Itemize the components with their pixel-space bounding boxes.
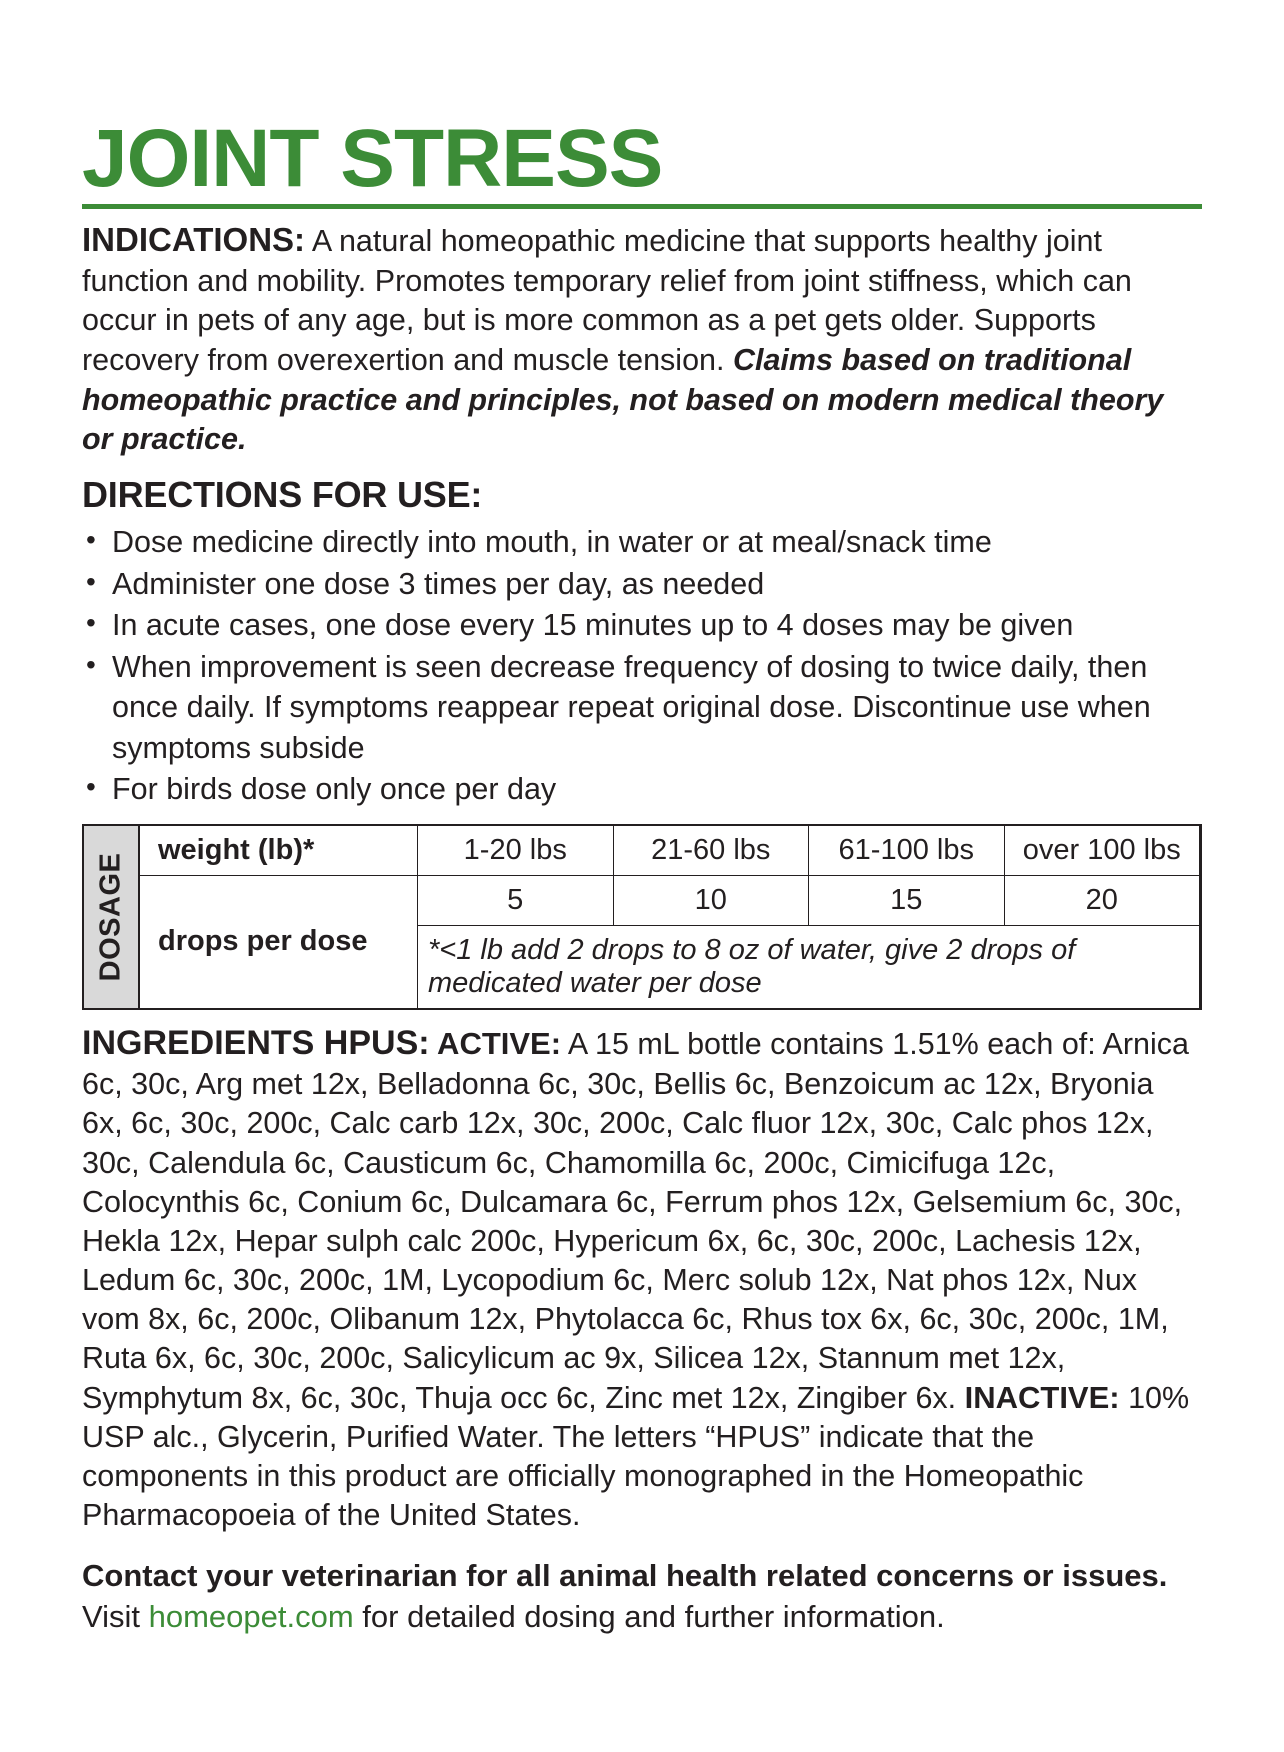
ingredients-heading: INGREDIENTS HPUS: (82, 1023, 430, 1062)
website-link[interactable]: homeopet.com (148, 1598, 354, 1634)
indications-text: A natural homeopathic medicine that supports healthy joint function and mobility. Promotes temporary relief from joint stiffness, which can occur in pets of any age, but is more common as a pet gets older. Supports recovery from overexertion and muscle tension. (82, 223, 1132, 378)
directions-list (82, 522, 1202, 810)
dosage-drops-4: 20 (1004, 875, 1200, 925)
visit-prefix: Visit (82, 1598, 149, 1634)
page-title: JOINT STRESS (82, 113, 663, 204)
list-item: • In acute cases, one dose every 15 minutes up to 4 doses may be given (82, 605, 1202, 646)
ingredients-inactive-label: INACTIVE: (964, 1379, 1120, 1415)
ingredients-inactive-text: 10% USP alc., Glycerin, Purified Water. The letters “HPUS” indicate that the components in this product are officially monographed in the Homeopathic Pharmacopoeia of the United States. (82, 1380, 1190, 1532)
ingredients-paragraph (82, 1022, 1202, 1535)
dosage-weight-4: over 100 lbs (1004, 826, 1200, 876)
directions-heading: DIRECTIONS FOR USE: (82, 473, 483, 515)
title-divider (82, 204, 1202, 209)
dosage-drops-1: 5 (418, 875, 614, 925)
ingredients-active-label: ACTIVE: (429, 1025, 562, 1061)
dosage-drops-3: 15 (809, 875, 1005, 925)
list-item: • Administer one dose 3 times per day, as needed (82, 564, 1202, 605)
dosage-drops-label: drops per dose (140, 875, 418, 1008)
visit-note (82, 1598, 1202, 1637)
indications-paragraph (82, 219, 1202, 460)
list-item: • When improvement is seen decrease frequency of dosing to twice daily, then once daily. If symptoms reappear repeat original dose. Discontinue use when symptoms subside (82, 647, 1202, 769)
dosage-footnote: *<1 lb add 2 drops to 8 oz of water, give 2 drops of medicated water per dose (418, 925, 1200, 1008)
dosage-side-label (84, 826, 140, 1008)
ingredients-active-text: A 15 mL bottle contains 1.51% each of: Arnica 6c, 30c, Arg met 12x, Belladonna 6c, 30c, Bellis 6c, Benzoicum ac 12x, Bryonia 6x, 6c, 30c, 200c, Calc carb 12x, 30c, 200c, Calc fluor 12x, 30c, Calc phos 12x, 30c, Calendula 6c, Causticum 6c, Chamomilla 6c, 200c, Cimicifuga 12c, Colocynthis 6c, Conium 6c, Dulcamara 6c, Ferrum phos 12x, Gelsemium 6c, 30c, Hekla 12x, Hepar sulph calc 200c, Hypericum 6x, 6c, 30c, 200c, Lachesis 12x, Ledum 6c, 30c, 200c, 1M, Lycopodium 6c, Merc solub 12x, Nat phos 12x, Nux vom 8x, 6c, 200c, Olibanum 12x, Phytolacca 6c, Rhus tox 6x, 6c, 30c, 200c, 1M, Ruta 6x, 6c, 30c, 200c, Salicylicum ac 9x, Silicea 12x, Stannum met 12x, Symphytum 8x, 6c, 30c, Thuja occ 6c, Zinc met 12x, Zingiber 6x. (82, 1026, 1189, 1415)
dosage-drops-2: 10 (613, 875, 809, 925)
dosage-table (82, 824, 1202, 1010)
visit-suffix: for detailed dosing and further information. (353, 1598, 945, 1634)
dosage-weight-2: 21-60 lbs (613, 826, 809, 876)
list-item: • Dose medicine directly into mouth, in water or at meal/snack time (82, 522, 1202, 563)
indications-label: INDICATIONS: (82, 220, 306, 258)
list-item: • For birds dose only once per day (82, 769, 1202, 810)
contact-note: Contact your veterinarian for all animal health related concerns or issues. (82, 1557, 1168, 1593)
table-row (140, 875, 1200, 925)
dosage-grid (140, 826, 1200, 1008)
dosage-weight-3: 61-100 lbs (809, 826, 1005, 876)
dosage-weight-label: weight (lb)* (140, 826, 418, 876)
dosage-weight-1: 1-20 lbs (418, 826, 614, 876)
dosage-side-label-text: DOSAGE (94, 852, 127, 982)
table-row (140, 826, 1200, 876)
indications-disclaimer: Claims based on traditional homeopathic practice and principles, not based on modern medical theory or practice. (82, 343, 1164, 457)
